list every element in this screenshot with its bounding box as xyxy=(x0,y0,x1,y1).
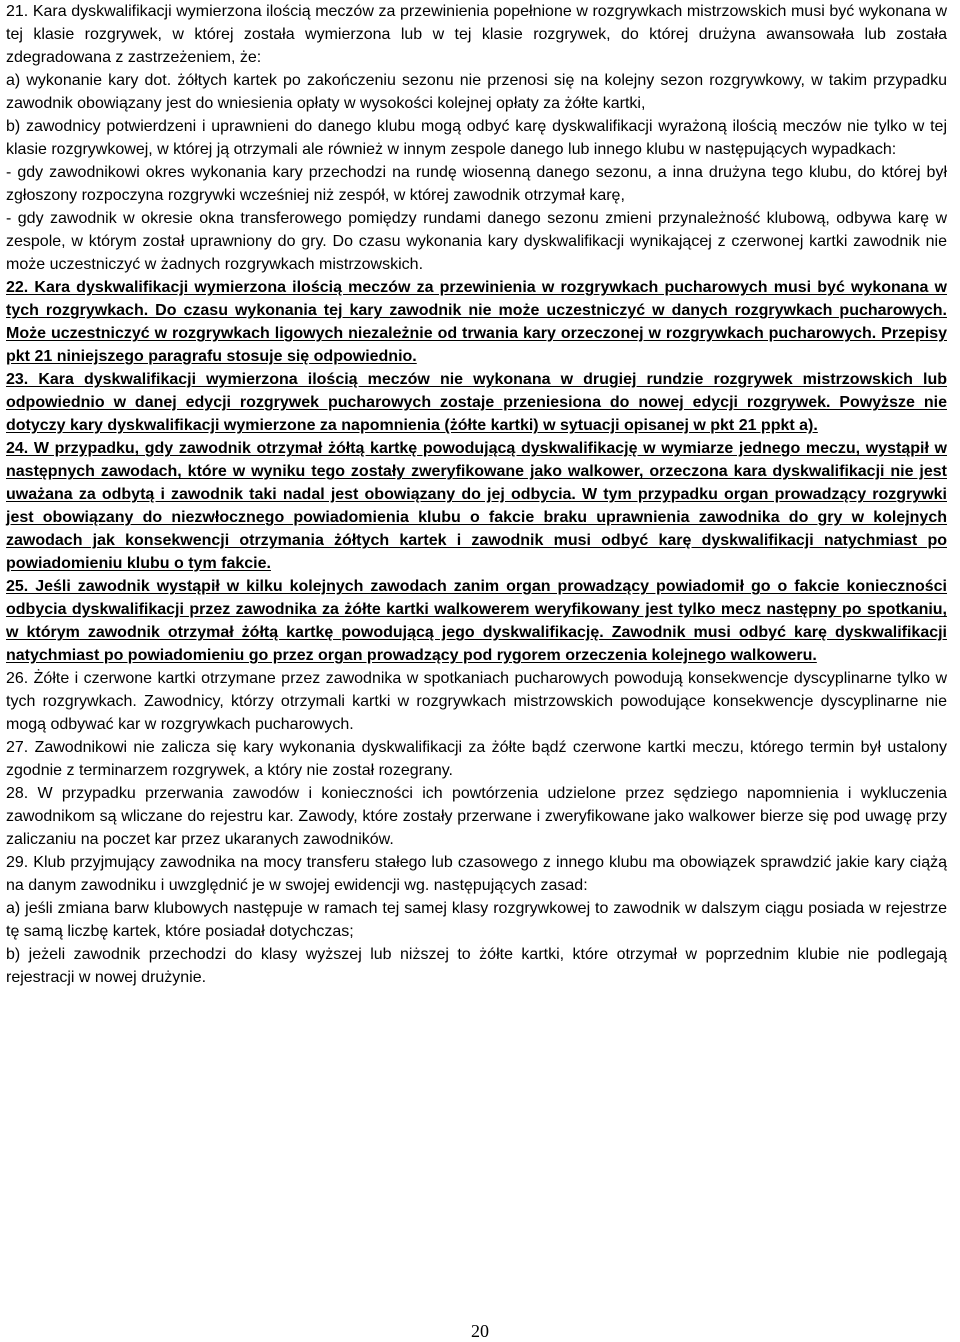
page-number: 20 xyxy=(471,1321,489,1341)
paragraph-25: 25. Jeśli zawodnik wystąpił w kilku kolejnych zawodach zanim organ prowadzący powiadomił go o fakcie konieczności odbycia dyskwalifikacji przez zawodnika za żółte kartki walkowerem weryfikowany jest tylko mecz następny po spotkaniu, w którym zawodnik otrzymał żółtą kartkę powodującą jego dyskwalifikację. Zawodnik musi odbyć karę dyskwalifikacji natychmiast po powiadomieniu go przez organ prowadzący pod rygorem orzeczenia kolejnego walkoweru. xyxy=(6,578,947,664)
paragraph-22: 22. Kara dyskwalifikacji wymierzona ilością meczów za przewinienia w rozgrywkach pucharowych musi być wykonana w tych rozgrywkach. Do czasu wykonania tej kary zawodnik nie może uczestniczyć w danych rozgrywkach pucharowych. Może uczestniczyć w rozgrywkach ligowych niezależnie od trwania kary orzeczonej w rozgrywkach pucharowych. Przepisy pkt 21 niniejszego paragrafu stosuje się odpowiednio. xyxy=(6,279,947,365)
paragraph-21: 21. Kara dyskwalifikacji wymierzona ilością meczów za przewinienia popełnione w rozgrywkach mistrzowskich musi być wykonana w tej klasie rozgrywek, w której została wymierzona lub w tej klasie rozgrywek, do której drużyna awansowała lub została zdegradowana z zastrzeżeniem, że: xyxy=(6,3,947,66)
paragraph-26: 26. Żółte i czerwone kartki otrzymane przez zawodnika w spotkaniach pucharowych powodują konsekwencje dyscyplinarne tylko w tych rozgrywkach. Zawodnicy, którzy otrzymali kartki w rozgrywkach mistrzowskich powodujące konsekwencje dyscyplinarne nie mogą odbywać kar w rozgrywkach pucharowych. xyxy=(6,670,947,733)
paragraph-21-b: b) zawodnicy potwierdzeni i uprawnieni do danego klubu mogą odbyć karę dyskwalifikacji wyrażoną ilością meczów nie tylko w tej klasie rozgrywkowej, w której ją otrzymali ale również w innym zespole danego lub innego klubu w następujących wypadkach: xyxy=(6,118,947,158)
document-body xyxy=(6,0,947,989)
paragraph-21-b-case-1: - gdy zawodnikowi okres wykonania kary przechodzi na rundę wiosenną danego sezonu, a inna drużyna tego klubu, do której był zgłoszony rozpoczyna rozgrywki wcześniej niż zespół, w której zawodnik otrzymał karę, xyxy=(6,164,947,204)
paragraph-27: 27. Zawodnikowi nie zalicza się kary wykonania dyskwalifikacji za żółte bądź czerwone kartki meczu, którego termin był ustalony zgodnie z terminarzem rozgrywek, a który nie został rozegrany. xyxy=(6,739,947,779)
paragraph-23: 23. Kara dyskwalifikacji wymierzona ilością meczów nie wykonana w drugiej rundzie rozgrywek mistrzowskich lub odpowiednio w danej edycji rozgrywek pucharowych zostaje przeniesiona do nowej edycji rozgrywek. Powyższe nie dotyczy kary dyskwalifikacji wymierzone za napomnienia (żółte kartki) w sytuacji opisanej w pkt 21 ppkt a). xyxy=(6,371,947,434)
paragraph-21-b-case-2: - gdy zawodnik w okresie okna transferowego pomiędzy rundami danego sezonu zmieni przynależność klubową, odbywa karę w zespole, w którym został uprawniony do gry. Do czasu wykonania kary dyskwalifikacji wynikającej z czerwonej kartki zawodnik nie może uczestniczyć w żadnych rozgrywkach mistrzowskich. xyxy=(6,210,947,273)
paragraph-21-a: a) wykonanie kary dot. żółtych kartek po zakończeniu sezonu nie przenosi się na kolejny sezon rozgrywkowy, w takim przypadku zawodnik obowiązany jest do wniesienia opłaty w wysokości kolejnej opłaty za żółte kartki, xyxy=(6,72,947,112)
paragraph-29: 29. Klub przyjmujący zawodnika na mocy transferu stałego lub czasowego z innego klubu ma obowiązek sprawdzić jakie kary ciążą na danym zawodniku i uwzględnić je w swojej ewidencji wg. następujących zasad: xyxy=(6,854,947,894)
paragraph-28: 28. W przypadku przerwania zawodów i konieczności ich powtórzenia udzielone przez sędziego napomnienia i wykluczenia zawodnikom są wliczane do rejestru kar. Zawody, które zostały przerwane i zweryfikowane jako walkower bierze się pod uwagę przy zaliczaniu na poczet kar przez ukaranych zawodników. xyxy=(6,785,947,848)
paragraph-29-a: a) jeśli zmiana barw klubowych następuje w ramach tej samej klasy rozgrywkowej to zawodnik w dalszym ciągu posiada w rejestrze tę samą liczbę kartek, które posiadał dotychczas; xyxy=(6,900,947,940)
paragraph-29-b: b) jeżeli zawodnik przechodzi do klasy wyższej lub niższej to żółte kartki, które otrzymał w poprzednim klubie nie podlegają rejestracji w nowej drużynie. xyxy=(6,946,947,986)
paragraph-24: 24. W przypadku, gdy zawodnik otrzymał żółtą kartkę powodującą dyskwalifikację w wymiarze jednego meczu, wystąpił w następnych zawodach, które w wyniku tego zostały zweryfikowane jako walkower, orzeczona kara dyskwalifikacji nie jest uważana za odbytą i zawodnik taki nadal jest obowiązany do jej odbycia. W tym przypadku organ prowadzący rozgrywki jest obowiązany do niezwłocznego powiadomienia klubu o fakcie braku uprawnienia zawodnika do gry w kolejnych zawodach jak konsekwencji otrzymania żółtych kartek i zawodnik musi odbyć karę dyskwalifikacji natychmiast po powiadomieniu klubu o tym fakcie. xyxy=(6,440,947,572)
